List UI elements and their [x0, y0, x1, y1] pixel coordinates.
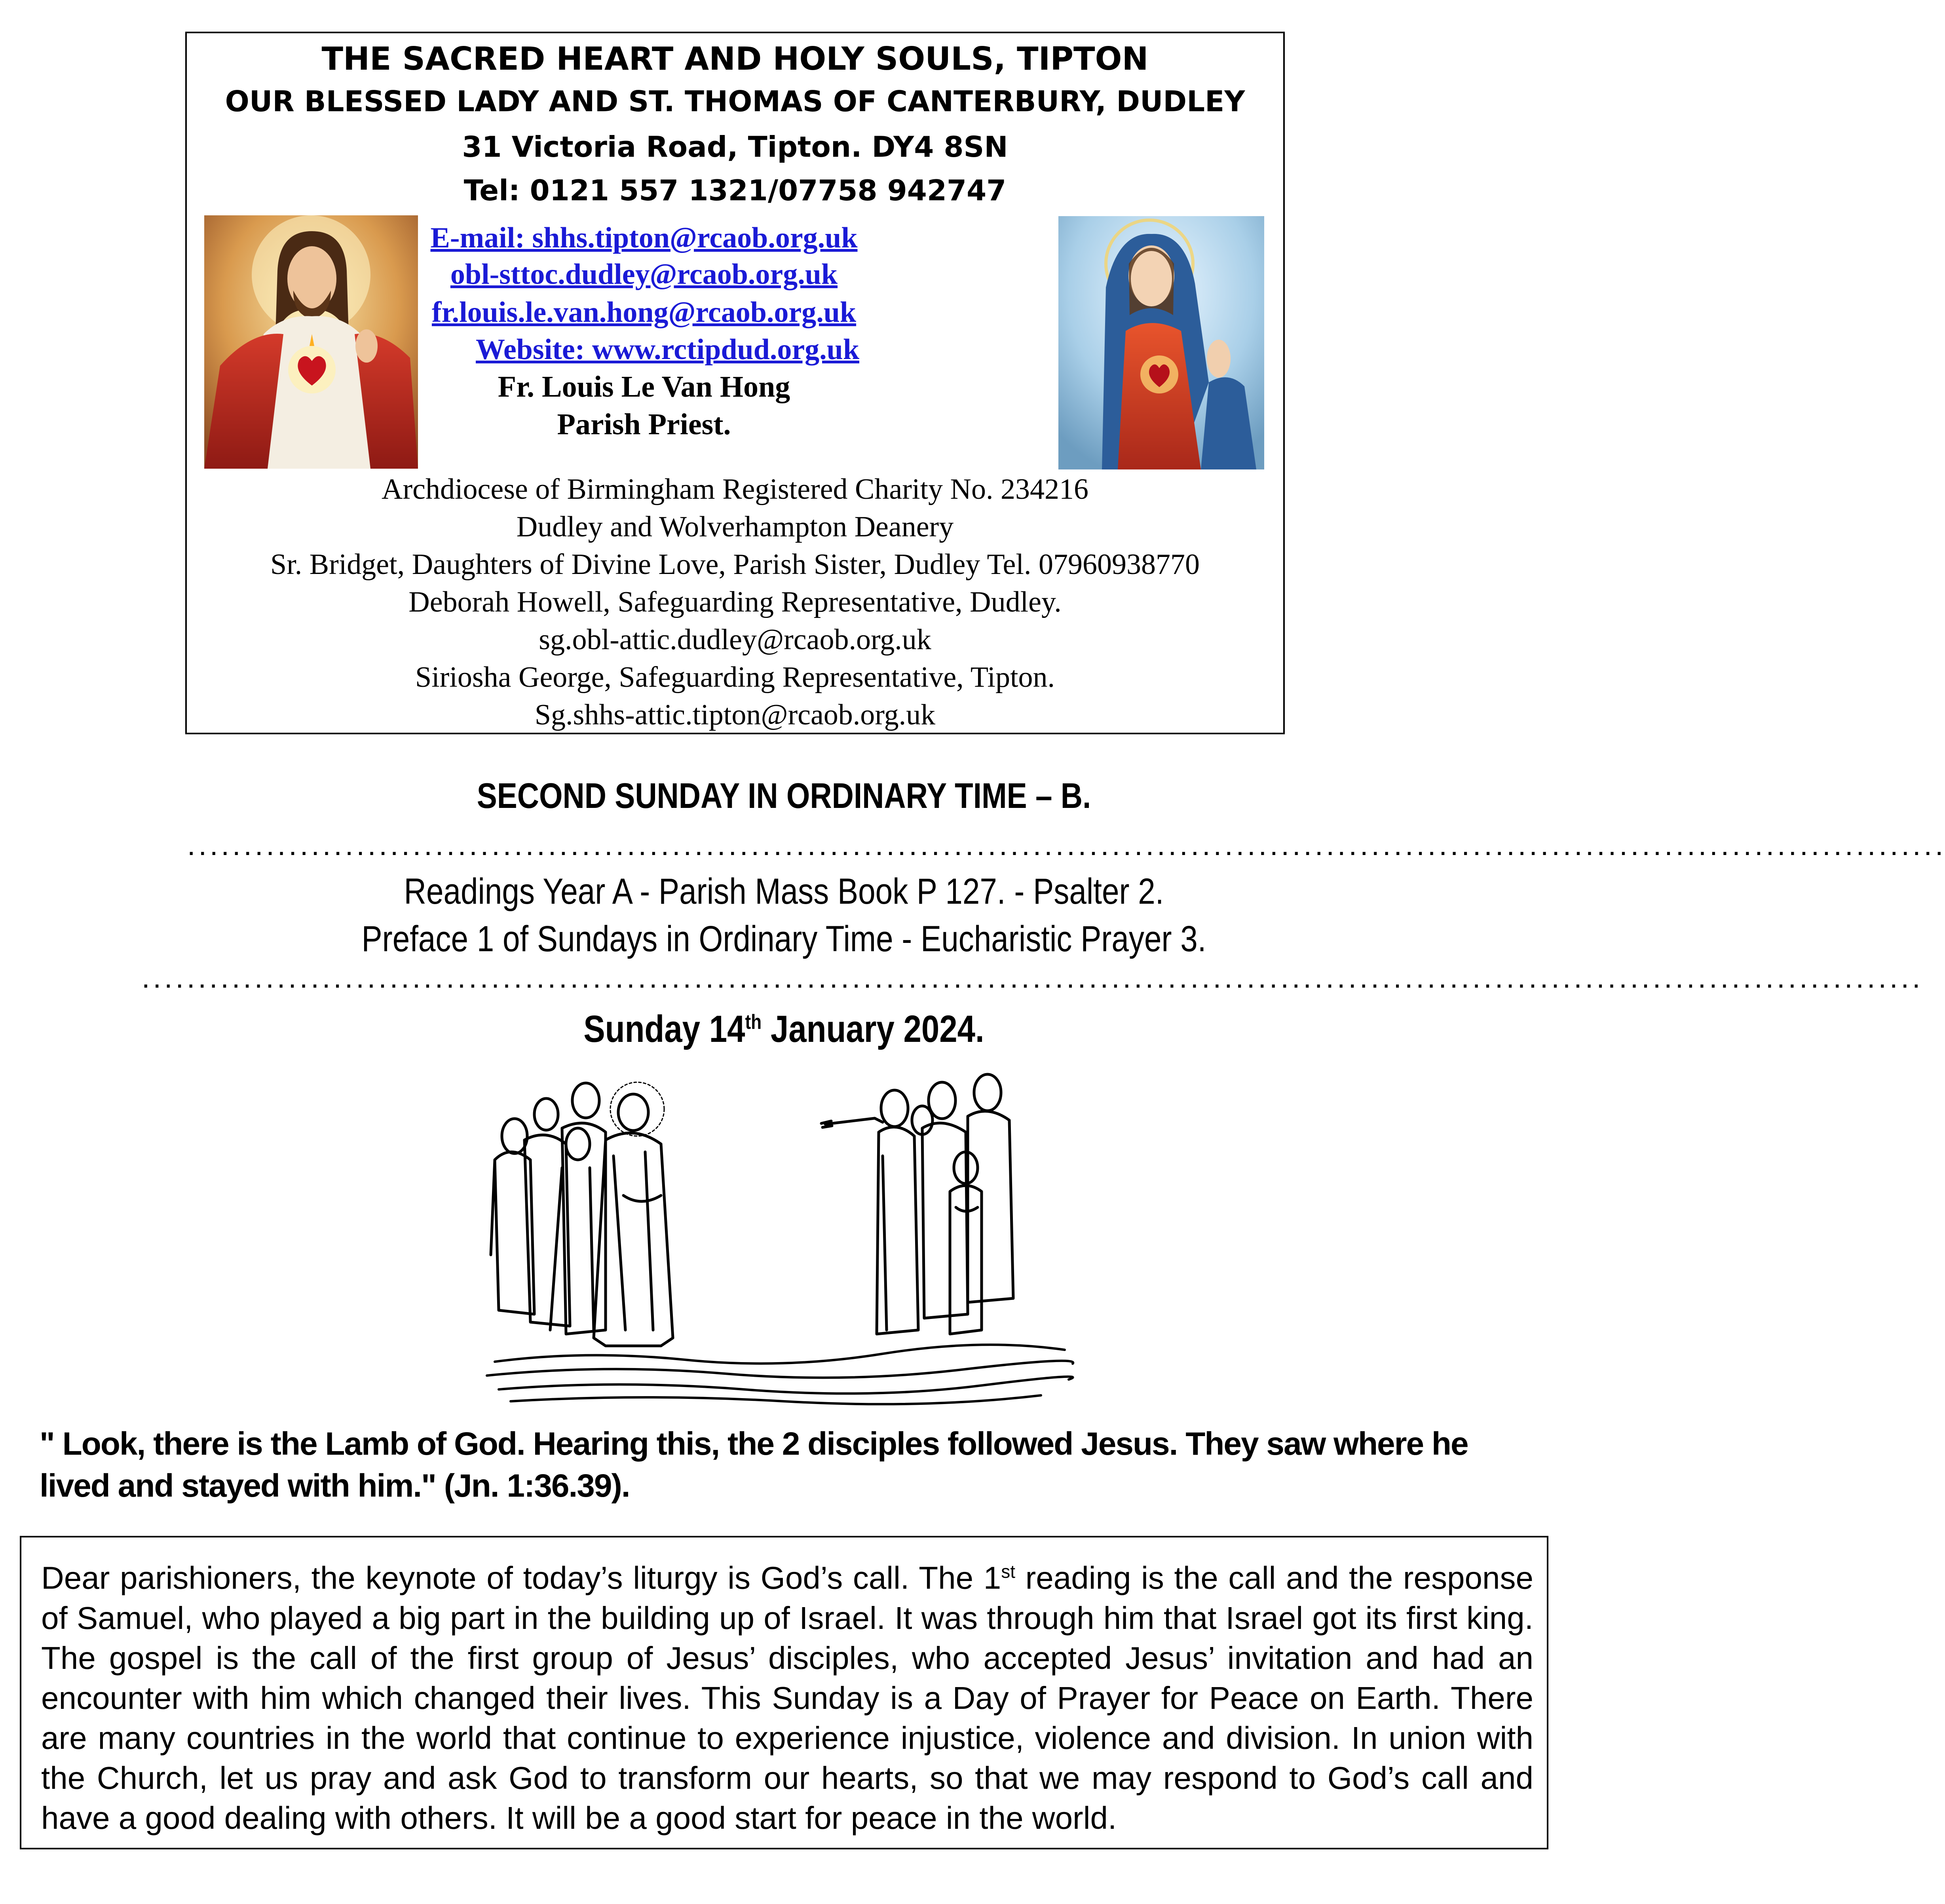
dotted-divider-top: ............................................................................................................................................................ — [186, 839, 1945, 859]
parish-name-tipton: THE SACRED HEART AND HOLY SOULS, TIPTON — [321, 40, 1149, 77]
readings-line-1: Readings Year A - Parish Mass Book P 127. - Psalter 2. — [404, 871, 1164, 912]
parish-sister: Sr. Bridget, Daughters of Divine Love, Parish Sister, Dudley Tel. 07960938770 — [270, 548, 1200, 581]
deanery: Dudley and Wolverhampton Deanery — [516, 511, 954, 543]
priest-name: Fr. Louis Le Van Hong — [498, 370, 790, 403]
mass-date — [118, 1007, 1450, 1051]
dotted-divider-bottom: .............................................................................................................................................................. — [141, 972, 1922, 992]
safeguarding-dudley-email: sg.obl-attic.dudley@rcaob.org.uk — [539, 623, 931, 656]
readings-line-2: Preface 1 of Sundays in Ordinary Time - Eucharistic Prayer 3. — [361, 919, 1206, 959]
mass-date-month-year: January 2024. — [762, 1008, 984, 1050]
gospel-quote: " Look, there is the Lamb of God. Hearing this, the 2 disciples followed Jesus. They saw where he lived and stayed with him." (Jn. 1:36.39). — [40, 1426, 1468, 1504]
liturgy-title: SECOND SUNDAY IN ORDINARY TIME – B. — [477, 776, 1091, 816]
website-link[interactable]: Website: www.rctipdud.org.uk — [476, 333, 859, 366]
email-main-link-wrap — [282, 221, 1006, 255]
email-main-link[interactable]: E-mail: shhs.tipton@rcaob.org.uk — [430, 222, 858, 254]
reflection-text-part-1: Dear parishioners, the keynote of today’s liturgy is God’s call. The 1 — [41, 1560, 1001, 1596]
immaculate-heart-mary-image — [1058, 216, 1264, 469]
email-priest-link-wrap — [282, 296, 1006, 329]
jesus-with-disciples-figures — [491, 1082, 673, 1346]
charity-number: Archdiocese of Birmingham Registered Charity No. 234216 — [382, 473, 1088, 505]
safeguarding-tipton: Siriosha George, Safeguarding Representative, Tipton. — [415, 661, 1055, 694]
priest-role: Parish Priest. — [557, 408, 731, 441]
email-dudley-link-wrap — [282, 258, 1006, 291]
reflection-text — [41, 1552, 1533, 1838]
mass-date-day: Sunday 14 — [583, 1008, 745, 1050]
parish-name-dudley: OUR BLESSED LADY AND ST. THOMAS OF CANTERBURY, DUDLEY — [225, 85, 1245, 118]
website-link-wrap — [476, 333, 859, 367]
parish-reflection-box — [20, 1536, 1548, 1849]
parish-address: 31 Victoria Road, Tipton. DY4 8SN — [462, 130, 1008, 163]
parish-header — [185, 32, 1285, 734]
safeguarding-dudley: Deborah Howell, Safeguarding Representative, Dudley. — [408, 586, 1062, 618]
mass-date-ordinal: th — [745, 1011, 762, 1034]
email-priest-link[interactable]: fr.louis.le.van.hong@rcaob.org.uk — [431, 296, 857, 329]
email-dudley-link[interactable]: obl-sttoc.dudley@rcaob.org.uk — [450, 258, 838, 291]
safeguarding-tipton-email: Sg.shhs-attic.tipton@rcaob.org.uk — [534, 699, 936, 731]
john-the-baptist-and-disciples-figures — [821, 1074, 1013, 1334]
reflection-ordinal: st — [1001, 1561, 1015, 1582]
river-water-lines — [487, 1345, 1073, 1404]
reflection-text-part-2: reading is the call and the response of Samuel, who played a big part in the building up of Israel. It was through him that Israel got its first king. The gospel is the call of the first group of Jesus’ disciples, who accepted Jesus’ invitation and had an encounter with him which changed their lives. This Sunday is a Day of Prayer for Peace on Earth. There are many countries in the world that continue to experience injustice, violence and division. In union with the Church, let us pray and ask God to transform our hearts, so that we may respond to God’s call and have a good dealing with others. It will be a good start for peace in the world. — [41, 1560, 1533, 1836]
jesus-and-disciples-illustration — [487, 1077, 1077, 1409]
parish-telephone: Tel: 0121 557 1321/07758 942747 — [463, 174, 1007, 207]
